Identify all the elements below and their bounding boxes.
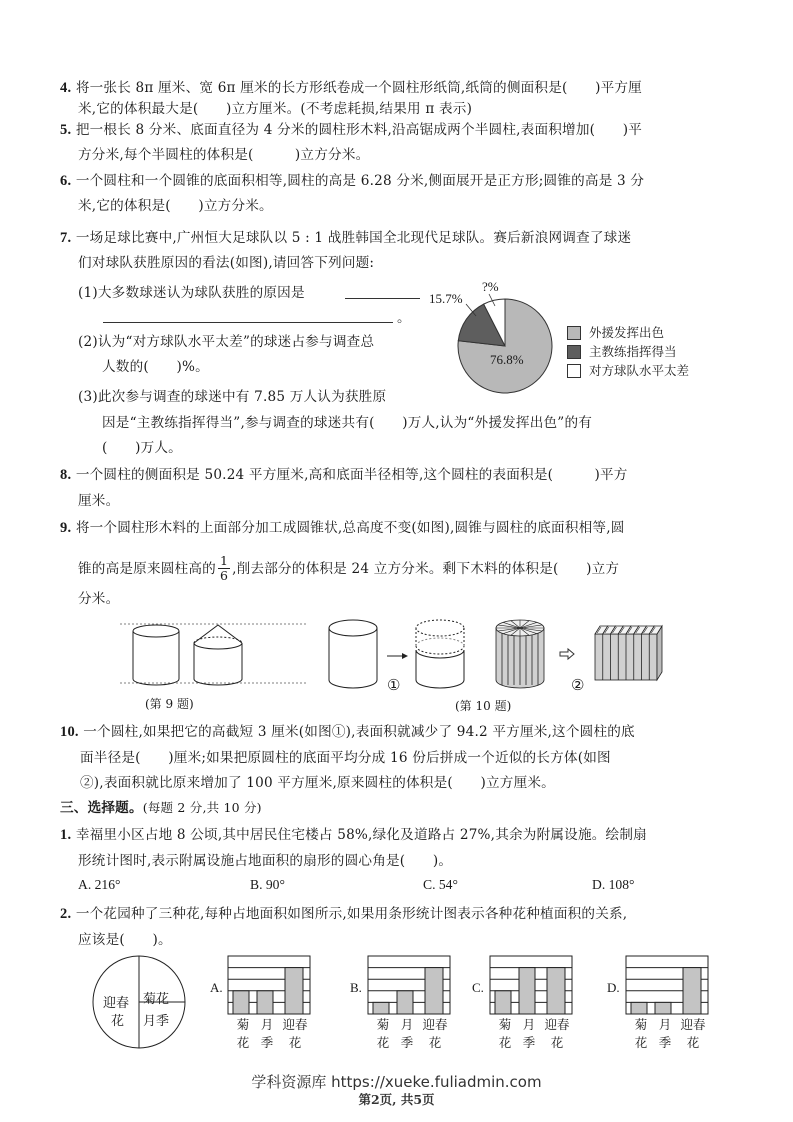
arrow-right-icon (387, 653, 408, 659)
bar-chart-option-c[interactable] (489, 955, 573, 1015)
legend-item-foreign (567, 323, 689, 342)
figure-9-caption: (第 9 题) (145, 697, 194, 711)
bar-axis-label: 花 (550, 1035, 564, 1050)
bar-axis-label: 花 (686, 1035, 700, 1050)
leader-line (464, 300, 484, 320)
figure-marker-2: ② (571, 676, 585, 694)
question-text: 一场足球比赛中,广州恒大足球队以 5 : 1 战胜韩国全北现代足球队。赛后新浪网调查了球迷 (75, 230, 632, 246)
approx-cuboid (595, 626, 662, 680)
question-10-line-3: ②),表面积就比原来增加了 100 平方厘米,原来圆柱的体积是( )立方厘米。 (80, 775, 555, 791)
question-text: 一个圆柱,如果把它的高截短 3 厘米(如图①),表面积就减少了 94.2 平方厘米,这个圆柱的底 (83, 724, 635, 740)
page-number: 第2页, 共5页 (358, 1092, 435, 1107)
question-9-line-1 (60, 518, 625, 538)
question-7-line-1 (60, 228, 631, 248)
bar-option-letter[interactable]: A. (210, 980, 223, 995)
pie-label-coach: 15.7% (429, 291, 463, 306)
question-7-sub-2-line-2: 人数的( )%。 (102, 359, 209, 375)
pie-legend (567, 323, 689, 380)
question-number: 10. (60, 724, 79, 740)
bar-axis-label: 菊 (236, 1017, 250, 1032)
bar-axis-label: 迎春 (544, 1017, 570, 1032)
bar-axis-label: 花 (498, 1035, 512, 1050)
pie-label-foreign: 76.8% (490, 352, 524, 367)
section-3-heading (60, 798, 262, 818)
question-text: 幸福里小区占地 8 公顷,其中居民住宅楼占 58%,绿化及道路占 27%,其余为附属设施。绘制扇 (75, 827, 647, 843)
question-number: 8. (60, 467, 72, 483)
bar-axis-label: 迎春 (282, 1017, 308, 1032)
question-text: 锥的高是原来圆柱高的 (78, 560, 216, 577)
question-text: 一个圆柱和一个圆锥的底面积相等,圆柱的高是 6.28 分米,侧面展开是正方形;圆锥的高是 3 分 (75, 173, 645, 189)
bar-axis-label: 季 (658, 1035, 672, 1050)
question-number: 9. (60, 520, 72, 536)
bar-axis-label: 菊 (634, 1017, 648, 1032)
bar-axis-label: 花 (288, 1035, 302, 1050)
bar-axis-label: 花 (236, 1035, 250, 1050)
question-text: 将一张长 8π 厘米、宽 6π 厘米的长方形纸卷成一个圆柱形纸筒,纸筒的侧面积是( )平方厘 (75, 80, 642, 96)
question-text: 一个圆柱的侧面积是 50.24 平方厘米,高和底面半径相等,这个圆柱的表面积是( )平方 (75, 467, 628, 483)
bar-axis-label: 月 (400, 1017, 414, 1032)
question-4-line-2: 米,它的体积最大是( )立方厘米。(不考虑耗损,结果用 π 表示) (78, 101, 473, 117)
question-7-sub-3-line-1: (3)此次参与调查的球迷中有 7.85 万人认为获胜原 (78, 389, 387, 405)
question-8-line-1 (60, 465, 628, 485)
circle-label-juhua: 菊花 (143, 992, 170, 1007)
choice-1-line-1 (60, 825, 647, 845)
bar-axis-label: 月 (260, 1017, 274, 1032)
legend-swatch (567, 326, 581, 340)
bar (519, 968, 535, 1014)
question-9-line-2 (78, 554, 619, 583)
legend-item-opponent (567, 361, 689, 380)
question-10-line-2: 面半径是( )厘米;如果把原圆柱的底面平均分成 16 份后拼成一个近似的长方体(如图 (80, 750, 611, 766)
cylinder-full (329, 620, 377, 688)
bar-axis-label: 菊 (498, 1017, 512, 1032)
circle-label-yueji: 月季 (143, 1014, 170, 1029)
question-text: 将一个圆柱形木料的上面部分加工成圆锥状,总高度不变(如图),圆锥与圆柱的底面积相等,圆 (75, 520, 625, 536)
legend-label: 外援发挥出色 (589, 325, 665, 340)
circle-label-yingchun-2: 花 (111, 1014, 125, 1029)
option-a[interactable]: A. 216° (78, 877, 121, 892)
legend-label: 主教练指挥得当 (589, 344, 677, 359)
question-7-sub-1: (1)大多数球迷认为球队获胜的原因是 (78, 285, 305, 301)
question-7-sub-3-line-2: 因是“主教练指挥得当”,参与调查的球迷共有( )万人,认为“外援发挥出色”的有 (102, 415, 593, 431)
bar-axis-label: 迎春 (680, 1017, 706, 1032)
choice-2-line-1 (60, 904, 627, 924)
bar-option-letter[interactable]: D. (607, 980, 620, 995)
bar-option-letter[interactable]: B. (350, 980, 362, 995)
bar (285, 968, 303, 1014)
question-text: ,削去部分的体积是 24 立方分米。剩下木料的体积是( )立方 (232, 560, 620, 577)
period: 。 (397, 310, 411, 326)
option-c[interactable]: C. 54° (423, 877, 458, 892)
figure-10-caption: (第 10 题) (455, 699, 512, 713)
question-text: 一个花园种了三种花,每种占地面积如图所示,如果用条形统计图表示各种花种植面积的关系, (75, 906, 628, 922)
question-10-line-1 (60, 722, 635, 742)
cylinder-cut (416, 620, 464, 688)
figure-10-diagram (320, 612, 680, 692)
question-number: 5. (60, 122, 72, 138)
question-5-line-1 (60, 120, 642, 140)
bar-axis-label: 菊 (376, 1017, 390, 1032)
question-7-sub-3-line-3: ( )万人。 (102, 440, 182, 456)
question-4-line-1 (60, 78, 642, 98)
question-number: 6. (60, 173, 72, 189)
leader-line (487, 292, 501, 308)
option-b[interactable]: B. 90° (250, 877, 285, 892)
bar (683, 968, 701, 1014)
question-7-line-2: 们对球队获胜原因的看法(如图),请回答下列问题: (78, 255, 375, 271)
figure-marker-1: ① (387, 676, 401, 694)
answer-blank[interactable] (103, 322, 393, 323)
bar-chart-option-a[interactable] (227, 955, 311, 1015)
bar (631, 1002, 647, 1014)
circle-label-yingchun: 迎春 (103, 996, 130, 1011)
question-number: 7. (60, 230, 72, 246)
bar (425, 968, 443, 1014)
cylinder-sliced (496, 620, 544, 688)
bar (547, 968, 565, 1014)
choice-1-line-2: 形统计图时,表示附属设施占地面积的扇形的圆心角是( )。 (78, 853, 453, 869)
bar-chart-option-d[interactable] (625, 955, 709, 1015)
bar-chart-option-b[interactable] (367, 955, 451, 1015)
figure-9-cylinders (110, 615, 310, 690)
legend-swatch (567, 345, 581, 359)
bar-axis-label: 花 (428, 1035, 442, 1050)
question-number: 2. (60, 906, 72, 922)
bar-axis-label: 月 (658, 1017, 672, 1032)
bar-axis-label: 季 (522, 1035, 536, 1050)
question-number: 1. (60, 827, 72, 843)
cuboid-side (657, 626, 662, 680)
question-6-line-2: 米,它的体积是( )立方分米。 (78, 198, 273, 214)
bar (233, 991, 249, 1014)
bar-axis-label: 花 (376, 1035, 390, 1050)
option-d[interactable]: D. 108° (592, 877, 635, 892)
fraction-numerator: 1 (219, 553, 229, 568)
bar-axis-label: 迎春 (422, 1017, 448, 1032)
question-5-line-2: 方分米,每个半圆柱的体积是( )立方分米。 (78, 147, 370, 163)
section-note: (每题 2 分,共 10 分) (142, 800, 262, 815)
bar (397, 991, 413, 1014)
cylinder-original (133, 625, 179, 685)
legend-item-coach (567, 342, 689, 361)
question-number: 4. (60, 80, 72, 96)
legend-swatch (567, 364, 581, 378)
pie-label-unknown: ?% (482, 279, 499, 294)
question-8-line-2: 厘米。 (78, 493, 120, 509)
fraction (218, 554, 230, 583)
fraction-denominator: 6 (219, 568, 229, 583)
cylinder-cone-top (194, 625, 242, 685)
hollow-arrow-icon (560, 649, 574, 659)
bar-axis-label: 月 (522, 1017, 536, 1032)
question-text: 把一根长 8 分米、底面直径为 4 分米的圆柱形木料,沿高锯成两个半圆柱,表面积增加( )平 (75, 122, 643, 138)
bar-axis-label: 季 (260, 1035, 274, 1050)
answer-blank[interactable] (345, 298, 420, 299)
choice-2-line-2: 应该是( )。 (78, 932, 172, 948)
question-9-line-3: 分米。 (78, 591, 120, 607)
watermark: 学科资源库 https://xueke.fuliadmin.com (251, 1073, 542, 1091)
bar-option-letter[interactable]: C. (472, 980, 484, 995)
question-6-line-1 (60, 171, 644, 191)
bar (495, 991, 511, 1014)
bar (373, 1002, 389, 1014)
question-7-sub-2-line-1: (2)认为“对方球队水平太差”的球迷占参与调查总 (78, 334, 375, 350)
bar (655, 1002, 671, 1014)
bar-axis-label: 花 (634, 1035, 648, 1050)
bar (257, 991, 273, 1014)
section-title: 三、选择题。 (60, 800, 143, 816)
bar-axis-label: 季 (400, 1035, 414, 1050)
legend-label: 对方球队水平太差 (589, 363, 690, 378)
